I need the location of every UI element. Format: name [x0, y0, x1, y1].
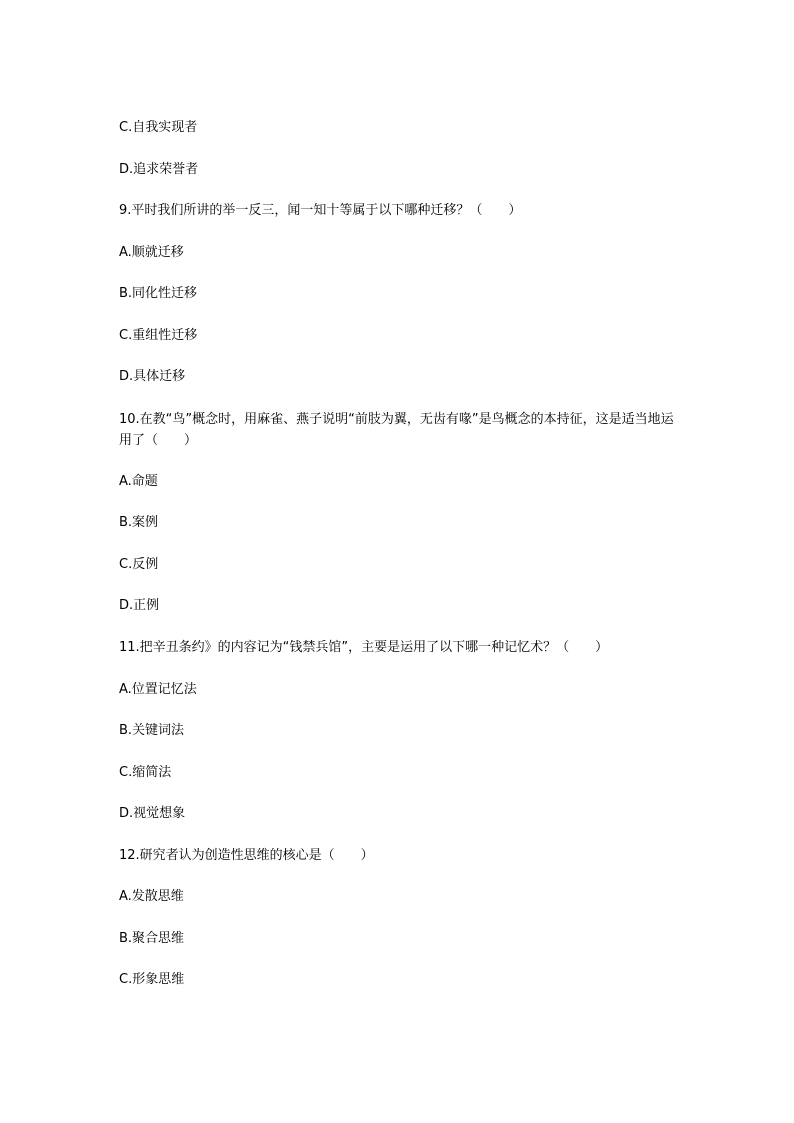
question-11: 11.把辛丑条约》的内容记为“钱禁兵馆”，主要是运用了以下哪一种记忆术？（ ） — [119, 640, 609, 655]
option-b-q12: B.聚合思维 — [119, 931, 185, 946]
option-a-q11: A.位置记忆法 — [119, 682, 197, 697]
option-c-q8: C.自我实现者 — [119, 120, 198, 135]
question-12: 12.研究者认为创造性思维的核心是（ ） — [119, 848, 374, 863]
option-d-q8: D.追求荣誉者 — [119, 162, 199, 177]
option-c-q12: C.形象思维 — [119, 972, 185, 987]
option-d-q11: D.视觉想象 — [119, 806, 186, 821]
option-b-q10: B.案例 — [119, 515, 159, 530]
option-c-q9: C.重组性迁移 — [119, 328, 198, 343]
option-d-q10: D.正例 — [119, 598, 160, 613]
question-9: 9.平时我们所讲的举一反三，闻一知十等属于以下哪种迁移？（ ） — [119, 203, 522, 218]
option-c-q11: C.缩简法 — [119, 765, 172, 780]
option-a-q10: A.命题 — [119, 474, 158, 489]
question-10: 10.在教“鸟”概念时，用麻雀、燕子说明“前肢为翼，无齿有喙”是鸟概念的本持征，这是适当地运用了（ ） — [119, 412, 674, 448]
option-c-q10: C.反例 — [119, 557, 159, 572]
option-a-q9: A.顺就迁移 — [119, 245, 184, 260]
option-b-q9: B.同化性迁移 — [119, 286, 198, 301]
option-b-q11: B.关键词法 — [119, 723, 185, 738]
option-a-q12: A.发散思维 — [119, 889, 184, 904]
option-d-q9: D.具体迁移 — [119, 369, 186, 384]
